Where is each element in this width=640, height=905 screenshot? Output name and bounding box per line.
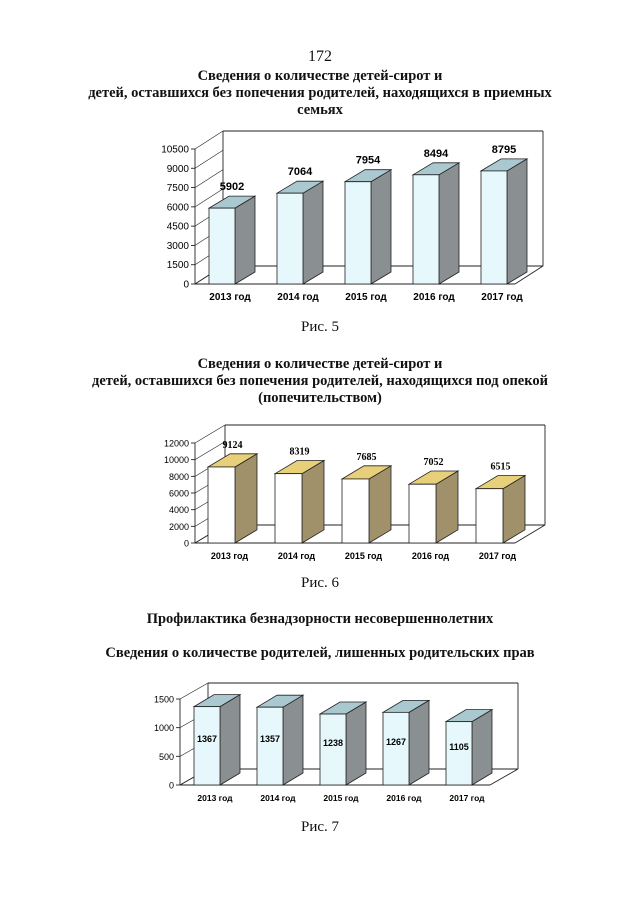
bar-side [409, 700, 429, 785]
bar-side [507, 159, 527, 284]
bar-2017-год [481, 159, 527, 284]
y-tick-label: 1500 [153, 694, 174, 705]
data-label: 1357 [259, 734, 281, 745]
chart-title-2 [40, 356, 600, 407]
chart-title-2-line-2: детей, оставшихся без попечения родителей, находящихся под опекой [91, 373, 549, 389]
y-tick-label: 10500 [161, 144, 189, 156]
x-tick-label: 2013 год [209, 292, 251, 303]
x-tick-label: 2015 год [345, 292, 387, 303]
bar-side [439, 163, 459, 284]
data-label: 7052 [423, 457, 444, 469]
y-tick-label: 4500 [166, 221, 189, 233]
bar-side [303, 181, 323, 284]
bar-side [235, 454, 257, 543]
data-label: 1105 [449, 742, 469, 753]
figure-caption-6: Рис. 6 [300, 575, 340, 591]
y-tick-label: 6000 [168, 488, 189, 499]
bar-front [446, 722, 472, 785]
bar-front [409, 484, 436, 543]
x-tick-label: 2017 год [478, 551, 517, 561]
bar-front [194, 707, 220, 785]
y-tick-label: 7500 [166, 183, 189, 195]
bar-2013-год [209, 196, 255, 284]
bar-front [476, 489, 503, 543]
x-tick-label: 2017 год [481, 292, 523, 303]
x-tick-label: 2017 год [449, 793, 485, 803]
y-tick-label: 10000 [163, 455, 189, 466]
data-label: 1367 [196, 733, 218, 744]
bar-front [481, 171, 507, 284]
chart-title-1-line-3: семьях [297, 102, 343, 118]
y-tick-label: 4000 [168, 505, 189, 516]
figure-caption-7: Рис. 7 [300, 819, 340, 835]
x-tick-label: 2014 год [277, 292, 319, 303]
x-tick-label: 2016 год [411, 551, 450, 561]
bar-side [371, 170, 391, 284]
bar-front [342, 479, 369, 543]
section-heading: Профилактика безнадзорности несовершеннолетних [146, 611, 494, 627]
floor-right-edge [490, 769, 518, 785]
chart-title-1-line-2: детей, оставшихся без попечения родителей, находящихся в приемных [88, 85, 552, 101]
x-tick-label: 2013 год [197, 793, 233, 803]
bar-front [345, 182, 371, 284]
y-tick-label: 2000 [168, 521, 189, 532]
bar-front [208, 467, 235, 543]
bar-2015-год [345, 170, 391, 284]
y-tick-label: 6000 [166, 202, 189, 214]
bar-2016-год [409, 471, 458, 543]
y-tick-label: 12000 [163, 438, 189, 449]
data-label: 5902 [219, 181, 245, 194]
chart-fig-5 [0, 125, 640, 310]
data-label: 7064 [287, 166, 313, 179]
y-tick-diagonal [195, 425, 225, 443]
data-label: 9124 [222, 439, 243, 451]
figure-caption-5: Рис. 5 [300, 319, 340, 335]
bar-front [413, 175, 439, 284]
bar-front [277, 193, 303, 284]
y-tick-label: 9000 [166, 163, 189, 175]
y-tick-label: 500 [158, 751, 174, 762]
y-tick-label: 0 [183, 279, 189, 291]
y-tick-label: 0 [183, 538, 189, 549]
bar-side [346, 702, 366, 785]
y-tick-diagonal [195, 131, 223, 149]
y-tick-diagonal [180, 683, 208, 699]
chart-fig-7 [0, 674, 640, 809]
y-tick-label: 8000 [168, 471, 189, 482]
bar-2013-год [208, 454, 257, 543]
x-tick-label: 2014 год [277, 551, 316, 561]
y-tick-label: 0 [168, 780, 174, 791]
bar-2014-год [275, 461, 324, 544]
bar-2015-год [342, 466, 391, 543]
y-tick-label: 1500 [166, 260, 189, 272]
bar-front [275, 474, 302, 543]
chart-title-2-line-3: (попечительством) [258, 390, 382, 406]
bar-2017-год [476, 476, 525, 544]
bar-2016-год [413, 163, 459, 284]
y-tick-diagonal [195, 150, 223, 168]
data-label: 1238 [322, 737, 344, 748]
data-label: 7685 [356, 451, 377, 463]
bar-front [209, 208, 235, 284]
chart-title-2-line-1: Сведения о количестве детей-сирот и [197, 356, 443, 372]
y-tick-diagonal [195, 442, 225, 460]
x-tick-label: 2015 год [344, 551, 383, 561]
data-label: 8319 [289, 446, 310, 458]
page-number: 172 [308, 48, 332, 65]
bar-front [257, 707, 283, 785]
data-label: 6515 [490, 461, 511, 473]
y-tick-label: 3000 [166, 240, 189, 252]
x-tick-label: 2015 год [323, 793, 359, 803]
x-tick-label: 2014 год [260, 793, 296, 803]
x-tick-label: 2013 год [210, 551, 249, 561]
bar-2014-год [277, 181, 323, 284]
bar-side [302, 461, 324, 544]
x-tick-label: 2016 год [413, 292, 455, 303]
chart-title-1-line-1: Сведения о количестве детей-сирот и [197, 68, 443, 84]
y-tick-label: 1000 [153, 723, 174, 734]
data-label: 1267 [385, 737, 407, 748]
chart-title-3-line-1: Сведения о количестве родителей, лишенных родительских прав [105, 645, 535, 661]
chart-fig-6 [0, 412, 640, 567]
bar-side [283, 695, 303, 785]
bar-front [320, 714, 346, 785]
bar-side [472, 710, 492, 785]
data-label: 8494 [423, 147, 449, 160]
data-label: 7954 [355, 154, 381, 167]
bar-side [220, 695, 240, 785]
chart-title-1 [40, 68, 600, 119]
bar-side [235, 196, 255, 284]
chart-title-3 [40, 645, 600, 662]
data-label: 8795 [491, 143, 517, 156]
x-tick-label: 2016 год [386, 793, 422, 803]
bar-front [383, 712, 409, 785]
